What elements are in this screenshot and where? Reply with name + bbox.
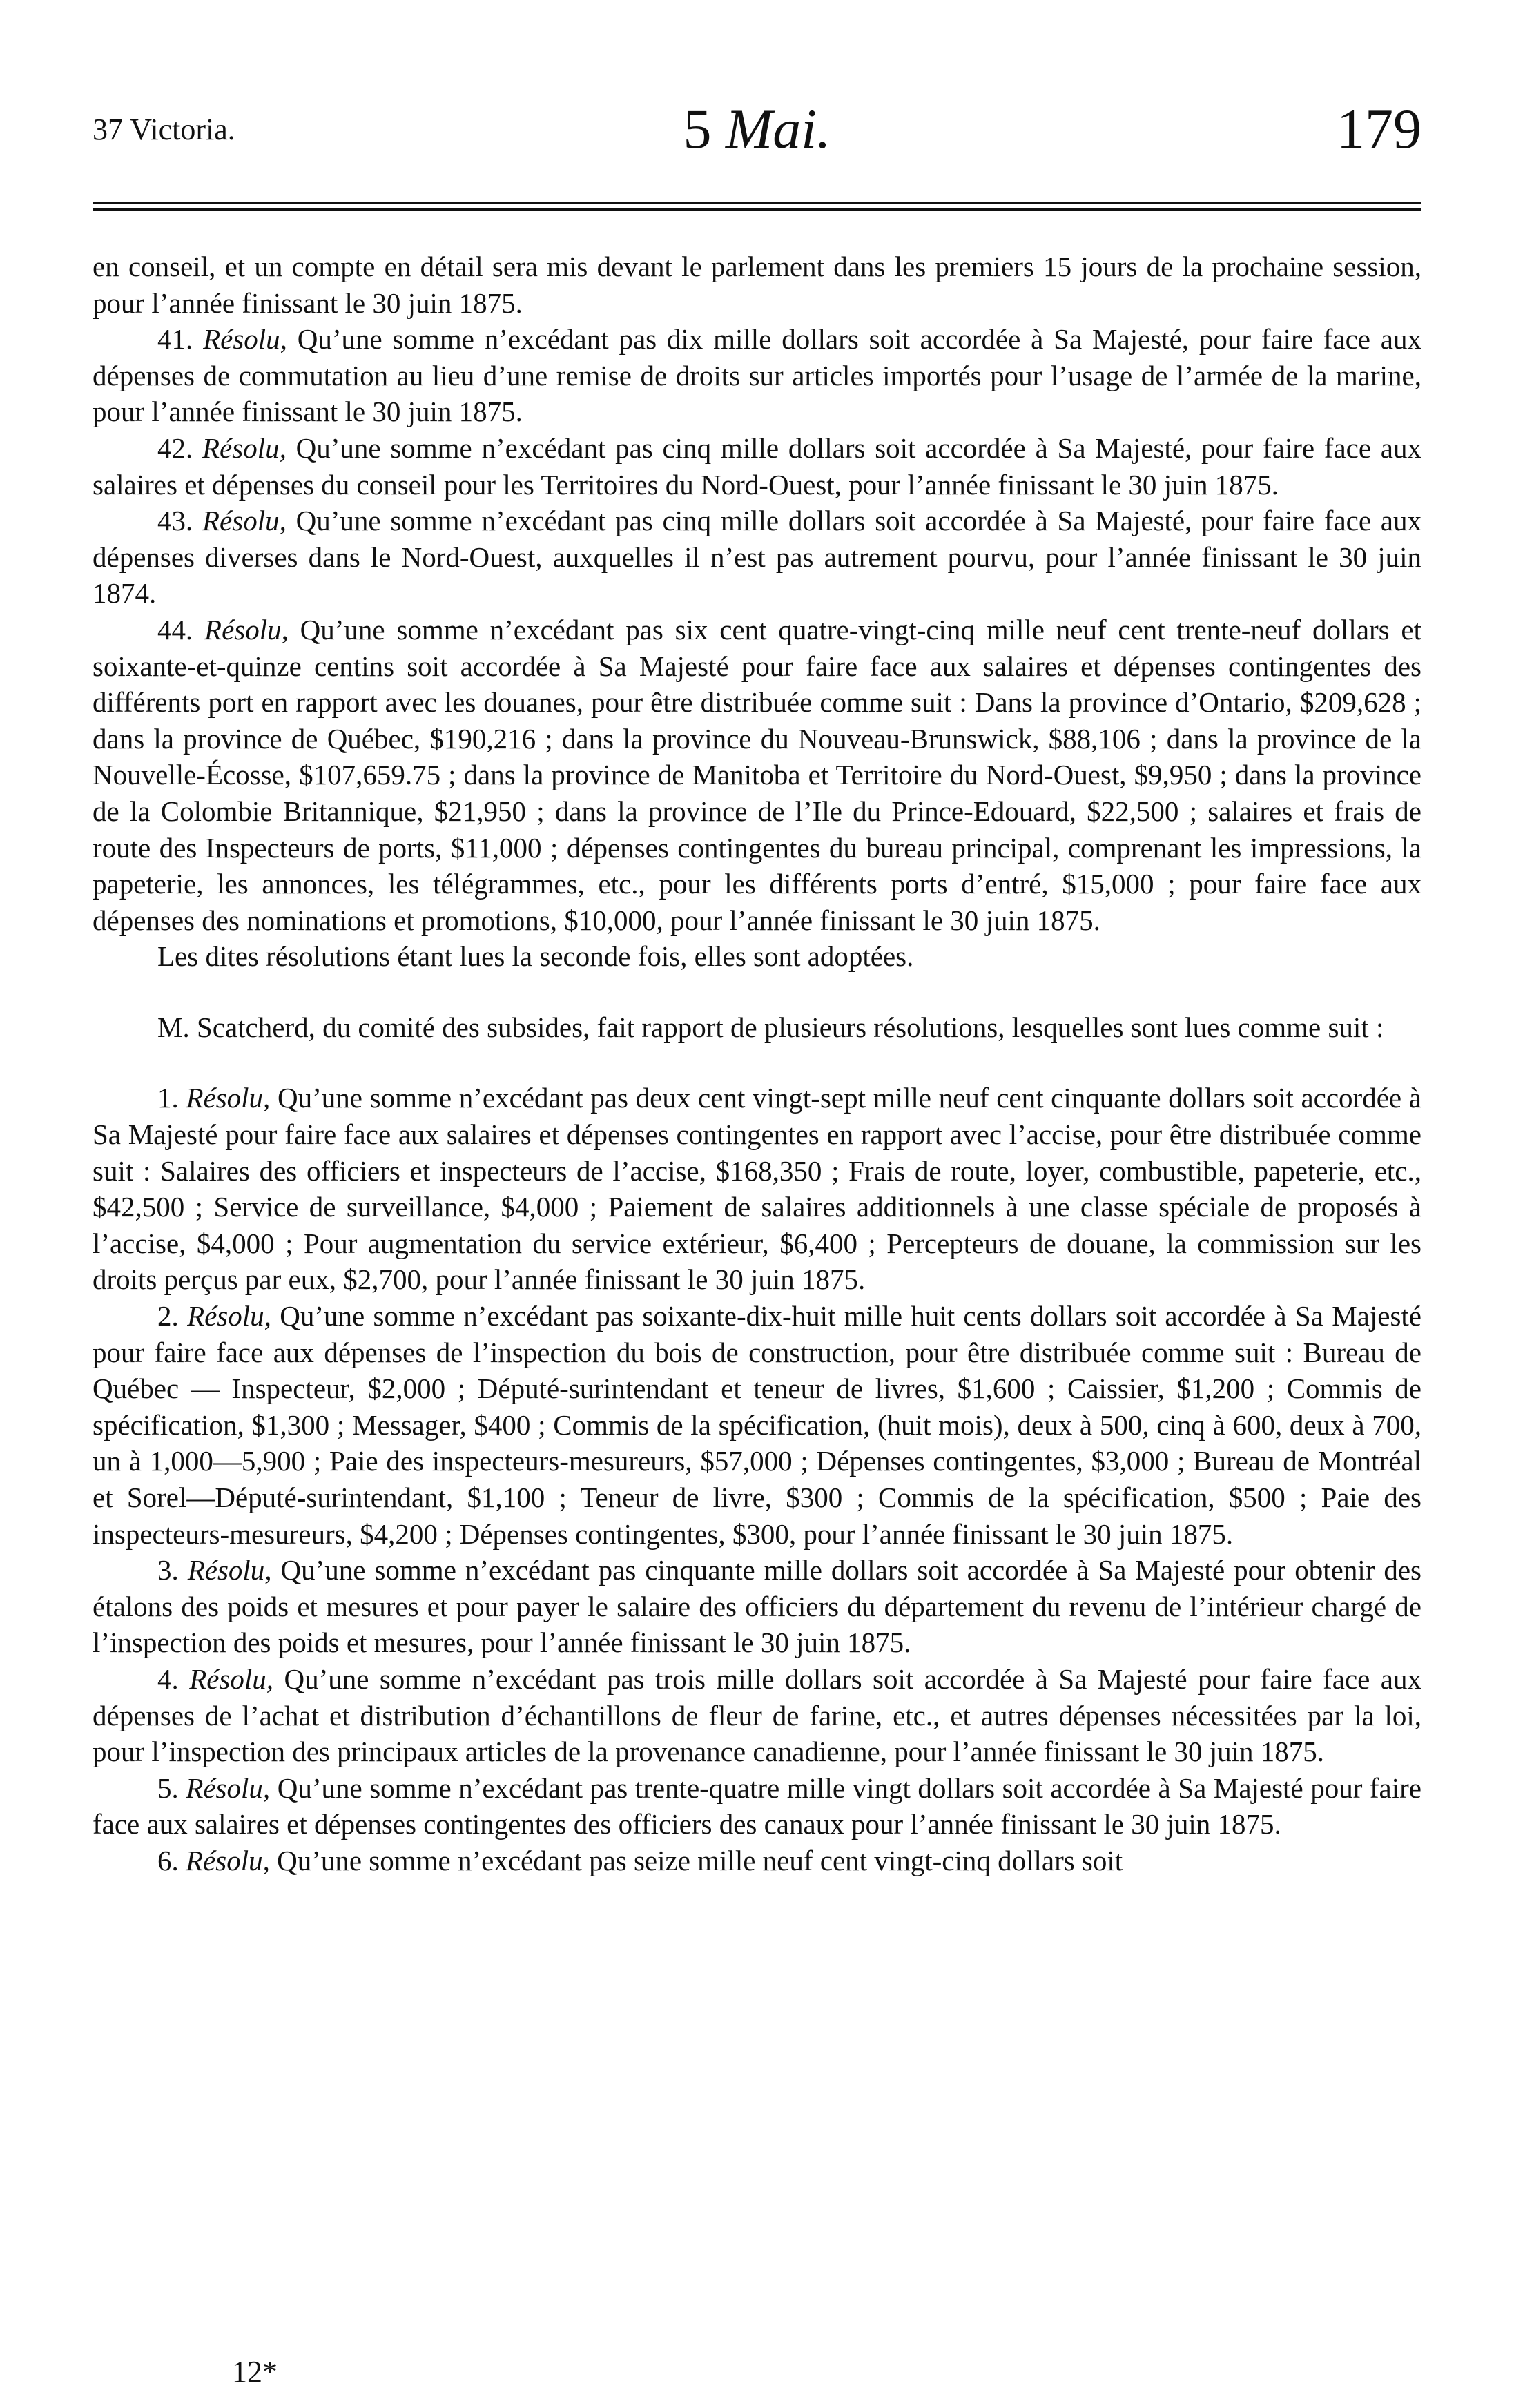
paragraph-continuation: en conseil, et un compte en détail sera mis devant le parlement dans les premiers 15 jours de la prochaine session, pour l’année finissant le 30 juin 1875. xyxy=(93,251,1421,319)
adoption-note: Les dites résolutions étant lues la seconde fois, elles sont adoptées. xyxy=(157,940,914,973)
resolution-44: 44. Résolu, Qu’une somme n’excédant pas six cent quatre-vingt-cinq mille neuf cent trente-neuf dollars et soixante-et-quinze centins soit accordée à Sa Majesté pour faire face aux salaires et dépenses contingentes des différents port en rapport avec les douanes, pour être distribuée comme suit : Dans la province d’Ontario, $209,628 ; dans la province de Québec, $190,216 ; dans la province du Nouveau-Brunswick, $88,106 ; dans la province de la Nouvelle-Écosse, $107,659.75 ; dans la province de Manitoba et Territoire du Nord-Ouest, $9,950 ; dans la province de la Colombie Britannique, $21,950 ; dans la province de l’Ile du Prince-Edouard, $22,500 ; salaires et frais de route des Inspecteurs de ports, $11,000 ; dépenses contingentes du bureau principal, comprenant les impressions, la papeterie, les annonces, les télégrammes, etc., pour les différents ports d’entré, $15,000 ; pour faire face aux dépenses des nominations et promotions, $10,000, pour l’année finissant le 30 juin 1875. xyxy=(93,613,1421,936)
resolution-43: 43. Résolu, Qu’une somme n’excédant pas cinq mille dollars soit accordée à Sa Majesté, pour faire face aux dépenses diverses dans le Nord-Ouest, auxquelles il n’est pas autrement pourvu, pour l’année finissant le 30 juin 1874. xyxy=(93,505,1422,610)
resolution-3: 3. Résolu, Qu’une somme n’excédant pas cinquante mille dollars soit accordée à Sa Majesté pour obtenir des étalons des poids et mesures et pour payer le salaire des officiers du département du revenu de l’intérieur chargé de l’inspection des poids et mesures, pour l’année finissant le 30 juin 1875. xyxy=(93,1554,1421,1659)
resolution-42: 42. Résolu, Qu’une somme n’excédant pas cinq mille dollars soit accordée à Sa Majesté, pour faire face aux salaires et dépenses du conseil pour les Territoires du Nord-Ouest, pour l’année finissant le 30 juin 1875. xyxy=(93,431,1422,501)
resolution-5: 5. Résolu, Qu’une somme n’excédant pas trente-quatre mille vingt dollars soit accordée à Sa Majesté pour faire face aux salaires et dépenses contingentes des officiers des canaux pour l’année finissant le 30 juin 1875. xyxy=(93,1771,1421,1841)
resolution-2: 2. Résolu, Qu’une somme n’excédant pas soixante-dix-huit mille huit cents dollars soit accordée à Sa Majesté pour faire face aux dépenses de l’inspection du bois de construction, pour être distribuée comme suit : Bureau de Québec — Inspecteur, $2,000 ; Député-surintendant et teneur de livres, $1,600 ; Caissier, $1,200 ; Commis de spécification, $1,300 ; Messager, $400 ; Commis de la spécification, (huit mois), deux à 500, cinq à 600, deux à 700, un à 1,000—5,900 ; Paie des inspecteurs-mesureurs, $57,000 ; Dépenses contingentes, $3,000 ; Bureau de Montréal et Sorel—Député-surintendant, $1,100 ; Teneur de livre, $300 ; Commis de la spécification, $500 ; Paie des inspecteurs-mesureurs, $4,200 ; Dépenses contingentes, $300, pour l’année finissant le 30 juin 1875. xyxy=(93,1300,1421,1550)
resolution-1: 1. Résolu, Qu’une somme n’excédant pas deux cent vingt-sept mille neuf cent cinquante dollars soit accordée à Sa Majesté pour faire face aux salaires et dépenses contingentes en rapport avec l’accise, pour être distribuée comme suit : Salaires des officiers et inspecteurs de l’accise, $168,350 ; Frais de route, loyer, combustible, papeterie, etc., $42,500 ; Service de surveillance, $4,000 ; Paiement de salaires additionnels à une classe spéciale de proposés à l’accise, $4,000 ; Pour augmentation du service extérieur, $6,400 ; Percepteurs de douane, la commission sur les droits perçus par eux, $2,700, pour l’année finissant le 30 juin 1875. xyxy=(93,1082,1422,1296)
running-head-session: 37 Victoria. xyxy=(93,113,235,146)
resolution-4: 4. Résolu, Qu’une somme n’excédant pas trois mille dollars soit accordée à Sa Majesté pour faire face aux dépenses de l’achat et distribution d’échantillons de fleur de farine, etc., et autres dépenses nécessitées par la loi, pour l’inspection des principaux articles de la provenance canadienne, pour l’année finissant le 30 juin 1875. xyxy=(93,1662,1422,1768)
resolution-6: 6. Résolu, Qu’une somme n’excédant pas seize mille neuf cent vingt-cinq dollars soit xyxy=(157,1844,1123,1876)
page-body xyxy=(93,249,1421,1879)
committee-report-intro: M. Scatcherd, du comité des subsides, fait rapport de plusieurs résolutions, lesquelles sont lues comme suit : xyxy=(157,1011,1384,1043)
header-rule-top xyxy=(93,202,1421,204)
page-header xyxy=(93,97,1421,179)
signature-mark: 12* xyxy=(232,2355,278,2389)
page-number: 179 xyxy=(1337,97,1421,160)
header-rule-bottom xyxy=(93,208,1421,211)
date-day: 5 xyxy=(683,97,712,160)
date-month: Mai. xyxy=(725,97,831,160)
running-head-date xyxy=(93,97,1421,162)
resolution-41: 41. Résolu, Qu’une somme n’excédant pas dix mille dollars soit accordée à Sa Majesté, pour faire face aux dépenses de commutation au lieu d’une remise de droits sur articles importés pour l’usage de l’armée de la marine, pour l’année finissant le 30 juin 1875. xyxy=(93,323,1422,428)
